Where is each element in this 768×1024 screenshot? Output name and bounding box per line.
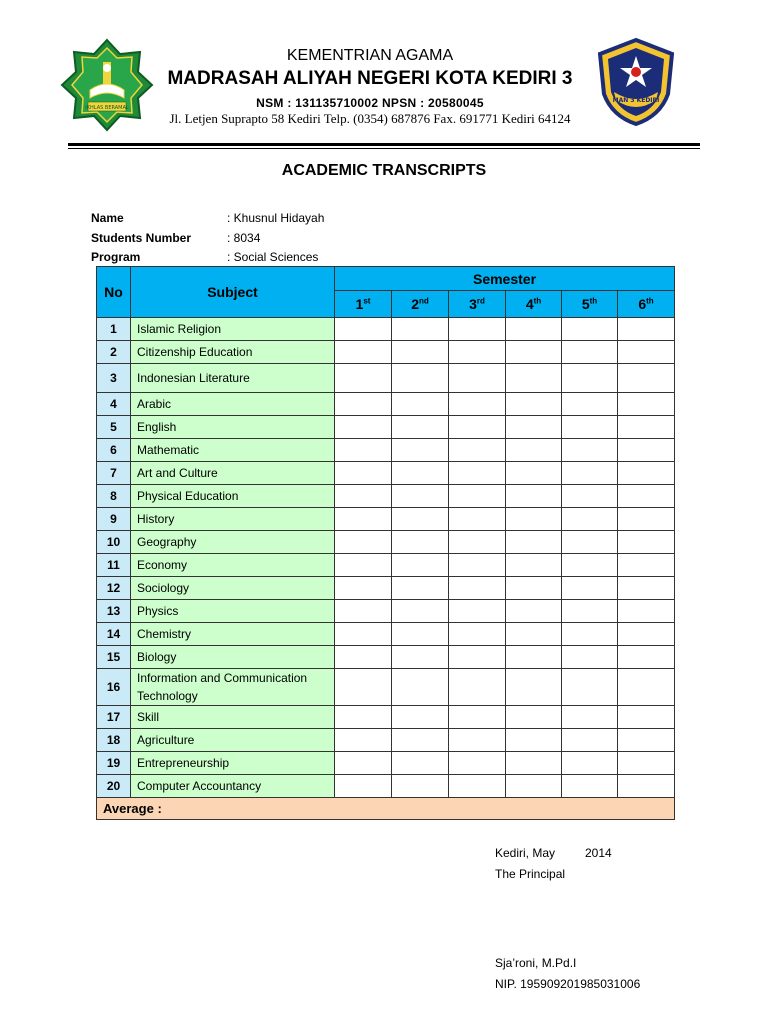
grade-cell [618, 485, 675, 508]
row-number: 18 [97, 729, 131, 752]
right-logo-text: MAN 3 KEDIRI [612, 97, 660, 104]
grade-cell [449, 577, 506, 600]
grade-cell [562, 554, 618, 577]
subject-name: Islamic Religion [131, 318, 335, 341]
school-ids: NSM : 131135710002 NPSN : 20580045 [256, 96, 484, 110]
grade-cell [392, 775, 449, 798]
grade-cell [618, 646, 675, 669]
grade-cell [506, 646, 562, 669]
grade-cell [506, 729, 562, 752]
grade-cell [562, 485, 618, 508]
semester-4-header [506, 291, 562, 318]
semester-number: 6 [638, 296, 647, 312]
grade-cell [618, 577, 675, 600]
grade-cell [449, 485, 506, 508]
grade-cell [392, 462, 449, 485]
subject-name: Arabic [131, 393, 335, 416]
table-row [97, 752, 675, 775]
grade-cell [618, 706, 675, 729]
row-number: 8 [97, 485, 131, 508]
ministry-logo [60, 38, 154, 132]
grade-cell [449, 416, 506, 439]
grade-cell [506, 669, 562, 706]
grade-cell [618, 341, 675, 364]
grade-cell [392, 364, 449, 393]
table-row [97, 508, 675, 531]
subject-name: History [131, 508, 335, 531]
student-number-value: : 8034 [227, 231, 261, 245]
grade-cell [618, 364, 675, 393]
ministry-name: KEMENTRIAN AGAMA [286, 47, 454, 64]
row-number: 14 [97, 623, 131, 646]
grade-cell [335, 600, 392, 623]
grade-cell [506, 393, 562, 416]
row-number: 7 [97, 462, 131, 485]
row-number: 1 [97, 318, 131, 341]
grade-cell [562, 669, 618, 706]
grade-cell [392, 623, 449, 646]
subject-name: Geography [131, 531, 335, 554]
table-row [97, 600, 675, 623]
table-row [97, 554, 675, 577]
school-logo [590, 36, 682, 128]
grade-cell [562, 364, 618, 393]
left-logo-text: IKHLAS BERAMAL [85, 105, 129, 111]
grade-cell [449, 508, 506, 531]
grade-cell [506, 752, 562, 775]
program-value: : Social Sciences [227, 250, 319, 264]
grade-cell [506, 775, 562, 798]
grade-cell [506, 531, 562, 554]
semester-ordinal-suffix: th [646, 296, 654, 306]
grade-cell [449, 364, 506, 393]
subject-name: Art and Culture [131, 462, 335, 485]
grade-cell [562, 706, 618, 729]
table-row [97, 485, 675, 508]
grade-cell [618, 318, 675, 341]
grade-cell [506, 439, 562, 462]
grade-cell [562, 341, 618, 364]
grade-cell [449, 393, 506, 416]
grade-cell [335, 485, 392, 508]
grade-cell [335, 531, 392, 554]
grade-cell [449, 729, 506, 752]
grade-cell [506, 462, 562, 485]
table-row [97, 531, 675, 554]
table-row [97, 439, 675, 462]
grade-cell [449, 706, 506, 729]
principal-role: The Principal [495, 867, 566, 881]
grade-cell [335, 393, 392, 416]
grade-cell [392, 416, 449, 439]
semester-ordinal-suffix: th [533, 296, 542, 306]
row-number: 9 [97, 508, 131, 531]
row-number: 15 [97, 646, 131, 669]
row-number: 4 [97, 393, 131, 416]
no-header: No [97, 267, 131, 318]
grade-cell [449, 752, 506, 775]
grade-cell [335, 416, 392, 439]
subject-header: Subject [131, 267, 335, 318]
grade-cell [449, 669, 506, 706]
header-rule-thin [68, 148, 700, 149]
grade-cell [392, 729, 449, 752]
grade-cell [618, 393, 675, 416]
grade-cell [562, 318, 618, 341]
grade-cell [335, 554, 392, 577]
row-number: 13 [97, 600, 131, 623]
row-number: 16 [97, 669, 131, 706]
document-title: ACADEMIC TRANSCRIPTS [281, 162, 487, 179]
subject-name: Skill [131, 706, 335, 729]
subject-name: Computer Accountancy [131, 775, 335, 798]
grade-cell [562, 462, 618, 485]
semester-ordinal-suffix: nd [419, 296, 429, 306]
semester-number: 3 [469, 296, 477, 312]
subject-name: Information and Communication Technology [131, 669, 335, 706]
grade-cell [335, 577, 392, 600]
grade-cell [392, 706, 449, 729]
grade-cell [562, 531, 618, 554]
grade-cell [449, 318, 506, 341]
grade-cell [618, 600, 675, 623]
grade-cell [449, 646, 506, 669]
grade-cell [392, 531, 449, 554]
grade-cell [449, 439, 506, 462]
grade-cell [618, 669, 675, 706]
table-row [97, 577, 675, 600]
subject-name: Sociology [131, 577, 335, 600]
grade-cell [335, 706, 392, 729]
grade-cell [392, 577, 449, 600]
grade-cell [335, 623, 392, 646]
subject-name: Physical Education [131, 485, 335, 508]
grade-cell [618, 775, 675, 798]
subject-name: Physics [131, 600, 335, 623]
grade-cell [392, 752, 449, 775]
grade-cell [506, 623, 562, 646]
semester-number: 4 [525, 296, 534, 312]
header-rule-thick [68, 143, 700, 146]
grade-cell [562, 729, 618, 752]
subject-name: Indonesian Literature [131, 364, 335, 393]
grade-cell [562, 600, 618, 623]
semester-header: Semester [335, 267, 675, 291]
program-label: Program [91, 250, 141, 264]
signing-year: 2014 [585, 846, 612, 860]
grade-cell [449, 531, 506, 554]
grade-cell [335, 669, 392, 706]
grades-table [96, 266, 675, 820]
student-number-label: Students Number [91, 231, 192, 245]
grade-cell [335, 775, 392, 798]
grade-cell [506, 318, 562, 341]
grade-cell [506, 554, 562, 577]
grade-cell [449, 600, 506, 623]
grade-cell [562, 439, 618, 462]
semester-ordinal-suffix: rd [476, 296, 485, 306]
grade-cell [392, 393, 449, 416]
principal-name: Sja’roni, M.Pd.I [495, 956, 577, 970]
grade-cell [449, 341, 506, 364]
semester-2-header [392, 291, 449, 318]
table-row [97, 775, 675, 798]
semester-number: 2 [411, 296, 419, 312]
row-number: 12 [97, 577, 131, 600]
grade-cell [335, 364, 392, 393]
subject-name: Citizenship Education [131, 341, 335, 364]
grade-cell [392, 439, 449, 462]
grade-cell [392, 646, 449, 669]
grade-cell [392, 485, 449, 508]
table-row [97, 318, 675, 341]
name-label: Name [91, 211, 124, 225]
grade-cell [449, 554, 506, 577]
grade-cell [335, 439, 392, 462]
grade-cell [506, 364, 562, 393]
row-number: 19 [97, 752, 131, 775]
table-row [97, 341, 675, 364]
subject-name: Mathematic [131, 439, 335, 462]
subject-name: Agriculture [131, 729, 335, 752]
grade-cell [392, 554, 449, 577]
grade-cell [449, 775, 506, 798]
grade-cell [506, 416, 562, 439]
grade-cell [506, 341, 562, 364]
grade-cell [562, 577, 618, 600]
grade-cell [392, 318, 449, 341]
grade-cell [335, 752, 392, 775]
grade-cell [618, 531, 675, 554]
table-row [97, 393, 675, 416]
grade-cell [506, 577, 562, 600]
table-row [97, 623, 675, 646]
grade-cell [449, 623, 506, 646]
table-row [97, 364, 675, 393]
table-row [97, 646, 675, 669]
grade-cell [562, 623, 618, 646]
grade-cell [618, 439, 675, 462]
subject-name: Chemistry [131, 623, 335, 646]
semester-1-header [335, 291, 392, 318]
semester-ordinal-suffix: th [589, 296, 598, 306]
grade-cell [618, 462, 675, 485]
table-row [97, 729, 675, 752]
signing-place: Kediri, May [495, 846, 556, 860]
grade-cell [618, 623, 675, 646]
semester-number: 1 [355, 296, 364, 312]
grade-cell [449, 462, 506, 485]
row-number: 20 [97, 775, 131, 798]
table-row [97, 462, 675, 485]
row-number: 10 [97, 531, 131, 554]
grade-cell [618, 729, 675, 752]
school-address: Jl. Letjen Suprapto 58 Kediri Telp. (0354) 687876 Fax. 691771 Kediri 64124 [169, 111, 571, 126]
table-row [97, 669, 675, 706]
row-number: 5 [97, 416, 131, 439]
grade-cell [335, 508, 392, 531]
grade-cell [392, 669, 449, 706]
grade-cell [335, 729, 392, 752]
grade-cell [506, 485, 562, 508]
subject-name: Economy [131, 554, 335, 577]
grade-cell [506, 600, 562, 623]
principal-nip: NIP. 195909201985031006 [495, 977, 641, 991]
semester-3-header [449, 291, 506, 318]
grades-body [97, 318, 675, 798]
grade-cell [562, 646, 618, 669]
table-row [97, 416, 675, 439]
grade-cell [618, 416, 675, 439]
subject-name: Biology [131, 646, 335, 669]
subject-name: Entrepreneurship [131, 752, 335, 775]
grade-cell [562, 416, 618, 439]
row-number: 6 [97, 439, 131, 462]
semester-number: 5 [581, 296, 590, 312]
semester-ordinal-suffix: st [363, 296, 371, 306]
semester-5-header [562, 291, 618, 318]
row-number: 3 [97, 364, 131, 393]
grade-cell [506, 706, 562, 729]
semester-6-header [618, 291, 675, 318]
row-number: 11 [97, 554, 131, 577]
grade-cell [335, 341, 392, 364]
grade-cell [562, 752, 618, 775]
grade-cell [562, 508, 618, 531]
average-label: Average : [97, 798, 675, 820]
grade-cell [618, 554, 675, 577]
grade-cell [618, 508, 675, 531]
grade-cell [335, 318, 392, 341]
row-number: 2 [97, 341, 131, 364]
grade-cell [392, 600, 449, 623]
table-row [97, 706, 675, 729]
grade-cell [562, 775, 618, 798]
grade-cell [618, 752, 675, 775]
grade-cell [562, 393, 618, 416]
grade-cell [392, 508, 449, 531]
grade-cell [335, 646, 392, 669]
grade-cell [506, 508, 562, 531]
grade-cell [392, 341, 449, 364]
name-value: : Khusnul Hidayah [227, 211, 325, 225]
grade-cell [335, 462, 392, 485]
row-number: 17 [97, 706, 131, 729]
school-name: MADRASAH ALIYAH NEGERI KOTA KEDIRI 3 [167, 68, 573, 89]
subject-name: English [131, 416, 335, 439]
